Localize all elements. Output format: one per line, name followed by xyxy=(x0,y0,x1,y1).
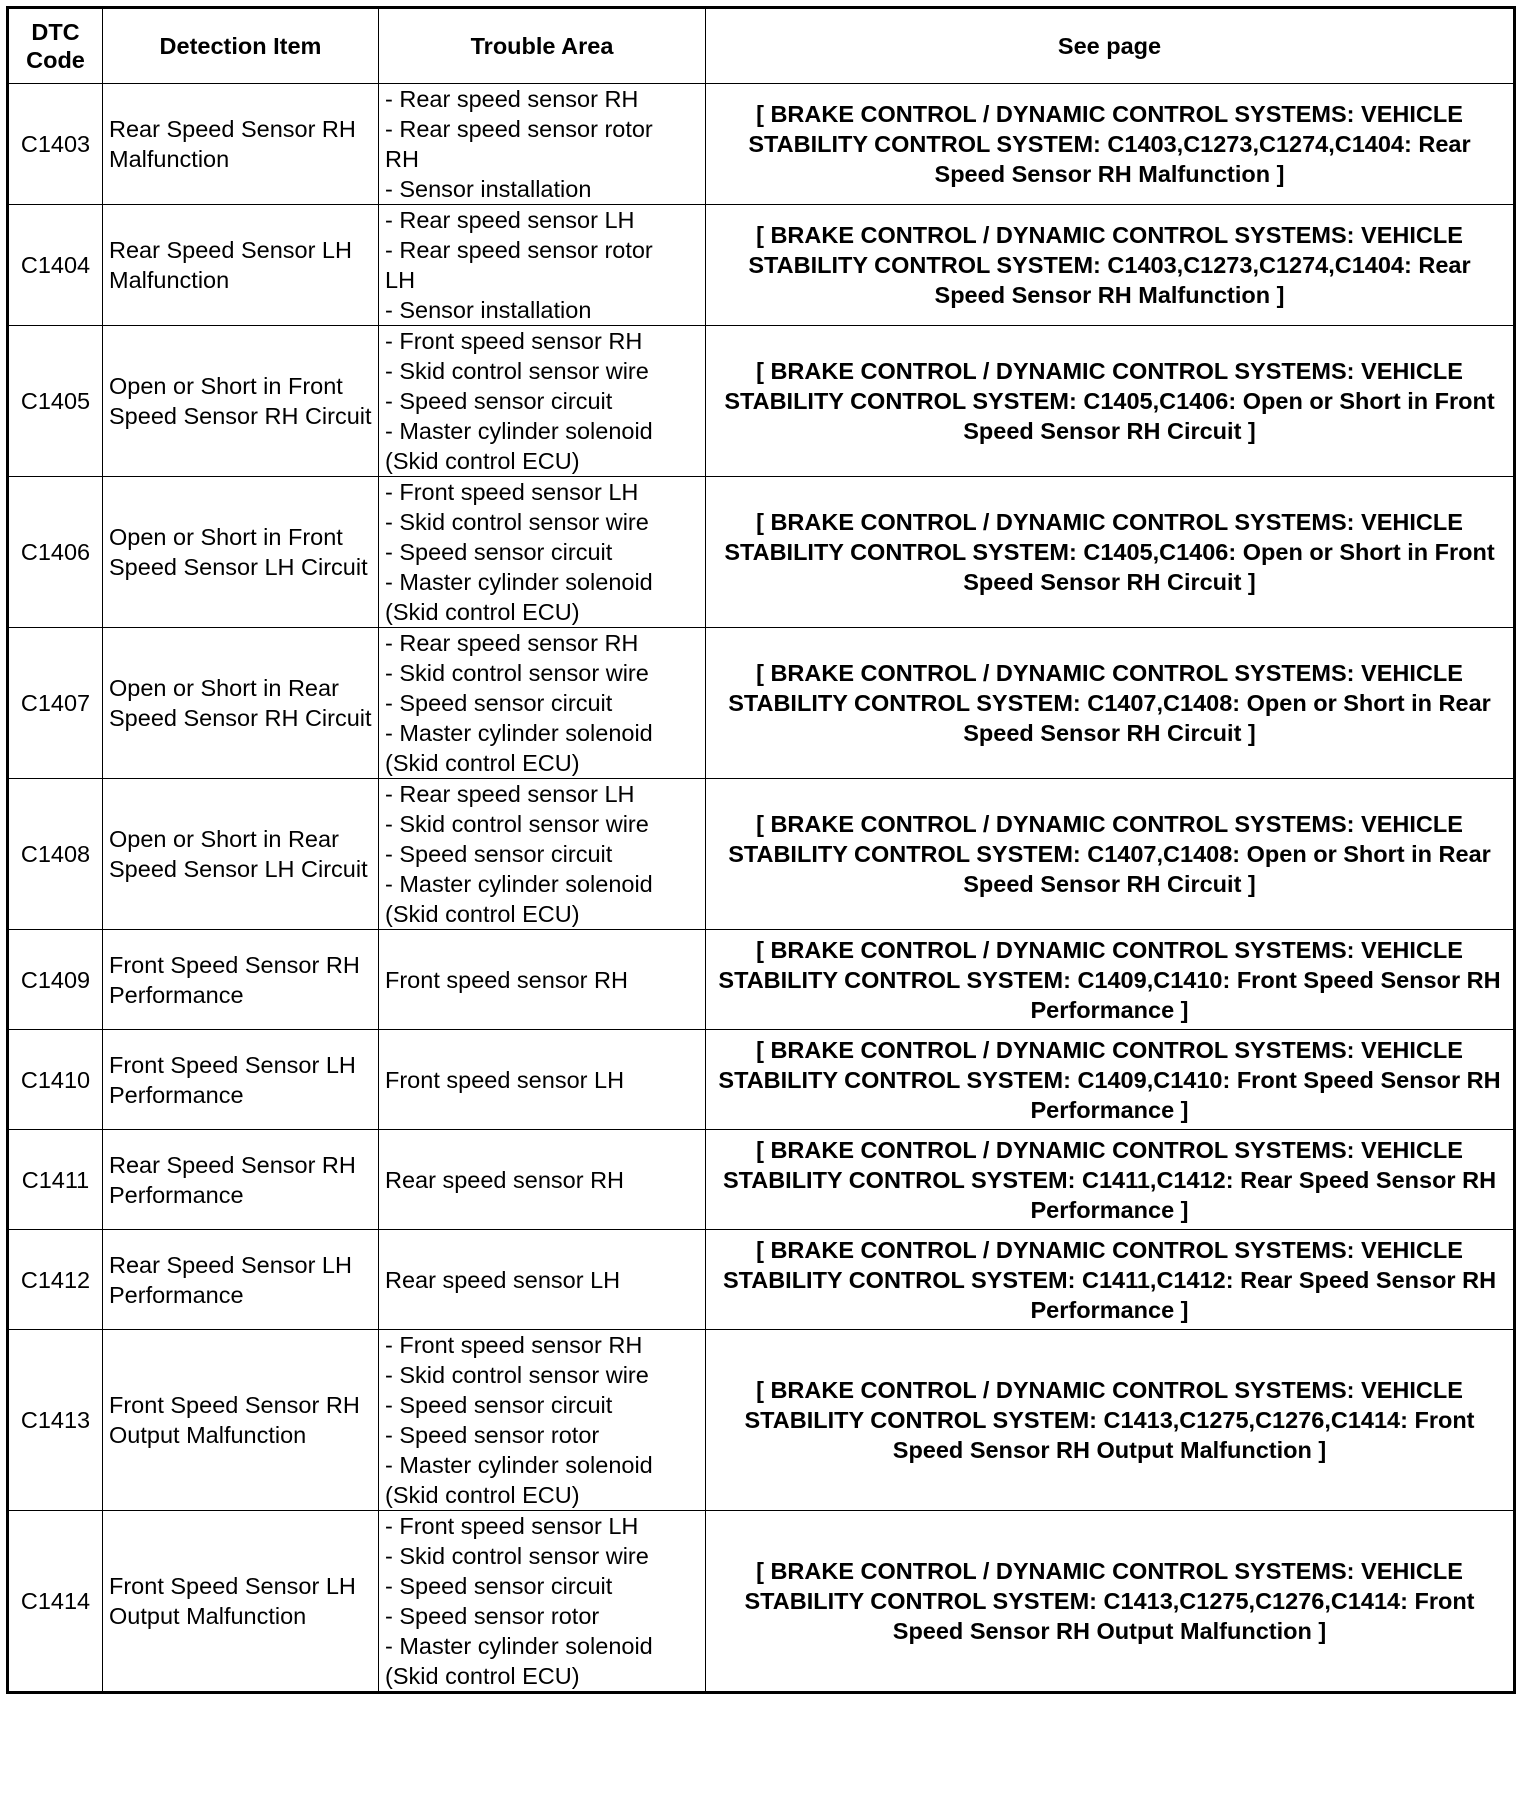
dtc-code-cell: C1410 xyxy=(8,1030,103,1130)
see-page-reference: [ BRAKE CONTROL / DYNAMIC CONTROL SYSTEMS: VEHICLE STABILITY CONTROL SYSTEM: C1409,C1410: Front Speed Sensor RH Performance ] xyxy=(706,930,1515,1030)
table-row xyxy=(8,1030,1515,1130)
trouble-area-line: - Speed sensor rotor xyxy=(385,1422,600,1448)
see-page-reference: [ BRAKE CONTROL / DYNAMIC CONTROL SYSTEMS: VEHICLE STABILITY CONTROL SYSTEM: C1413,C1275,C1276,C1414: Front Speed Sensor RH Output Malfunction ] xyxy=(706,1330,1515,1511)
trouble-area-cell xyxy=(379,930,706,1030)
trouble-area-cell xyxy=(379,477,706,628)
detection-item-cell: Rear Speed Sensor RH Malfunction xyxy=(103,84,379,205)
table-row xyxy=(8,1230,1515,1330)
detection-item-cell: Open or Short in Front Speed Sensor LH Circuit xyxy=(103,477,379,628)
see-page-reference: [ BRAKE CONTROL / DYNAMIC CONTROL SYSTEMS: VEHICLE STABILITY CONTROL SYSTEM: C1413,C1275,C1276,C1414: Front Speed Sensor RH Output Malfunction ] xyxy=(706,1511,1515,1693)
trouble-area-cell xyxy=(379,84,706,205)
trouble-area-cell xyxy=(379,628,706,779)
trouble-area-line: - Rear speed sensor LH xyxy=(385,207,635,233)
trouble-area-line: - Front speed sensor LH xyxy=(385,1513,639,1539)
trouble-area-line: - Front speed sensor LH xyxy=(385,479,639,505)
see-page-reference: [ BRAKE CONTROL / DYNAMIC CONTROL SYSTEMS: VEHICLE STABILITY CONTROL SYSTEM: C1403,C1273,C1274,C1404: Rear Speed Sensor RH Malfunction ] xyxy=(706,84,1515,205)
trouble-area-line: - Skid control sensor wire xyxy=(385,660,649,686)
see-page-reference: [ BRAKE CONTROL / DYNAMIC CONTROL SYSTEMS: VEHICLE STABILITY CONTROL SYSTEM: C1405,C1406: Open or Short in Front Speed Sensor RH Circuit ] xyxy=(706,326,1515,477)
see-page-reference: [ BRAKE CONTROL / DYNAMIC CONTROL SYSTEMS: VEHICLE STABILITY CONTROL SYSTEM: C1405,C1406: Open or Short in Front Speed Sensor RH Circuit ] xyxy=(706,477,1515,628)
trouble-area-line: - Rear speed sensor rotor xyxy=(385,116,653,142)
table-row xyxy=(8,1130,1515,1230)
header-dtc-code: DTC Code xyxy=(8,8,103,84)
trouble-area-line: (Skid control ECU) xyxy=(385,901,580,927)
trouble-area-line: - Master cylinder solenoid xyxy=(385,1452,653,1478)
trouble-area-line: Front speed sensor RH xyxy=(385,966,628,993)
trouble-area-line: Front speed sensor LH xyxy=(385,1066,625,1093)
trouble-area-line: Rear speed sensor LH xyxy=(385,1266,621,1293)
table-row xyxy=(8,326,1515,477)
table-row xyxy=(8,477,1515,628)
table-row xyxy=(8,779,1515,930)
trouble-area-line: LH xyxy=(385,267,416,293)
trouble-area-line: - Skid control sensor wire xyxy=(385,509,649,535)
see-page-reference: [ BRAKE CONTROL / DYNAMIC CONTROL SYSTEMS: VEHICLE STABILITY CONTROL SYSTEM: C1407,C1408: Open or Short in Rear Speed Sensor RH Circuit ] xyxy=(706,628,1515,779)
trouble-area-line: (Skid control ECU) xyxy=(385,1663,580,1689)
trouble-area-line: - Speed sensor circuit xyxy=(385,539,613,565)
dtc-code-cell: C1403 xyxy=(8,84,103,205)
header-row xyxy=(8,8,1515,84)
trouble-area-line: - Rear speed sensor LH xyxy=(385,781,635,807)
trouble-area-cell xyxy=(379,779,706,930)
dtc-code-cell: C1408 xyxy=(8,779,103,930)
detection-item-cell: Open or Short in Rear Speed Sensor RH Circuit xyxy=(103,628,379,779)
dtc-table xyxy=(6,6,1516,1694)
see-page-reference: [ BRAKE CONTROL / DYNAMIC CONTROL SYSTEMS: VEHICLE STABILITY CONTROL SYSTEM: C1403,C1273,C1274,C1404: Rear Speed Sensor RH Malfunction ] xyxy=(706,205,1515,326)
table-row xyxy=(8,1330,1515,1511)
dtc-code-cell: C1413 xyxy=(8,1330,103,1511)
header-trouble-area: Trouble Area xyxy=(379,8,706,84)
dtc-code-cell: C1406 xyxy=(8,477,103,628)
detection-item-cell: Open or Short in Rear Speed Sensor LH Circuit xyxy=(103,779,379,930)
trouble-area-line: - Master cylinder solenoid xyxy=(385,871,653,897)
header-detection-item: Detection Item xyxy=(103,8,379,84)
trouble-area-line: - Skid control sensor wire xyxy=(385,811,649,837)
trouble-area-line: - Rear speed sensor RH xyxy=(385,630,639,656)
trouble-area-line: - Master cylinder solenoid xyxy=(385,569,653,595)
dtc-code-cell: C1407 xyxy=(8,628,103,779)
trouble-area-line: (Skid control ECU) xyxy=(385,599,580,625)
trouble-area-line: (Skid control ECU) xyxy=(385,448,580,474)
trouble-area-line: (Skid control ECU) xyxy=(385,1482,580,1508)
trouble-area-line: - Speed sensor circuit xyxy=(385,1573,613,1599)
trouble-area-cell xyxy=(379,1511,706,1693)
trouble-area-line: - Master cylinder solenoid xyxy=(385,418,653,444)
trouble-area-cell xyxy=(379,1230,706,1330)
detection-item-cell: Front Speed Sensor RH Output Malfunction xyxy=(103,1330,379,1511)
dtc-code-cell: C1405 xyxy=(8,326,103,477)
dtc-code-cell: C1414 xyxy=(8,1511,103,1693)
detection-item-cell: Front Speed Sensor LH Performance xyxy=(103,1030,379,1130)
see-page-reference: [ BRAKE CONTROL / DYNAMIC CONTROL SYSTEMS: VEHICLE STABILITY CONTROL SYSTEM: C1411,C1412: Rear Speed Sensor RH Performance ] xyxy=(706,1130,1515,1230)
trouble-area-line: Rear speed sensor RH xyxy=(385,1166,625,1193)
dtc-code-cell: C1409 xyxy=(8,930,103,1030)
trouble-area-line: - Sensor installation xyxy=(385,176,592,202)
detection-item-cell: Rear Speed Sensor LH Performance xyxy=(103,1230,379,1330)
dtc-code-cell: C1404 xyxy=(8,205,103,326)
trouble-area-line: - Front speed sensor RH xyxy=(385,328,643,354)
trouble-area-line: - Speed sensor circuit xyxy=(385,690,613,716)
trouble-area-cell xyxy=(379,205,706,326)
detection-item-cell: Rear Speed Sensor RH Performance xyxy=(103,1130,379,1230)
detection-item-cell: Front Speed Sensor RH Performance xyxy=(103,930,379,1030)
trouble-area-cell xyxy=(379,1030,706,1130)
see-page-reference: [ BRAKE CONTROL / DYNAMIC CONTROL SYSTEMS: VEHICLE STABILITY CONTROL SYSTEM: C1407,C1408: Open or Short in Rear Speed Sensor RH Circuit ] xyxy=(706,779,1515,930)
trouble-area-line: - Sensor installation xyxy=(385,297,592,323)
trouble-area-line: - Master cylinder solenoid xyxy=(385,1633,653,1659)
trouble-area-line: - Skid control sensor wire xyxy=(385,358,649,384)
table-row xyxy=(8,1511,1515,1693)
trouble-area-line: - Speed sensor circuit xyxy=(385,841,613,867)
trouble-area-cell xyxy=(379,1330,706,1511)
see-page-reference: [ BRAKE CONTROL / DYNAMIC CONTROL SYSTEMS: VEHICLE STABILITY CONTROL SYSTEM: C1411,C1412: Rear Speed Sensor RH Performance ] xyxy=(706,1230,1515,1330)
trouble-area-cell xyxy=(379,1130,706,1230)
table-row xyxy=(8,205,1515,326)
detection-item-cell: Rear Speed Sensor LH Malfunction xyxy=(103,205,379,326)
trouble-area-line: - Speed sensor rotor xyxy=(385,1603,600,1629)
see-page-reference: [ BRAKE CONTROL / DYNAMIC CONTROL SYSTEMS: VEHICLE STABILITY CONTROL SYSTEM: C1409,C1410: Front Speed Sensor RH Performance ] xyxy=(706,1030,1515,1130)
trouble-area-line: - Rear speed sensor rotor xyxy=(385,237,653,263)
trouble-area-line: - Rear speed sensor RH xyxy=(385,86,639,112)
table-row xyxy=(8,628,1515,779)
table-body xyxy=(8,84,1515,1693)
header-see-page: See page xyxy=(706,8,1515,84)
trouble-area-line: (Skid control ECU) xyxy=(385,750,580,776)
detection-item-cell: Front Speed Sensor LH Output Malfunction xyxy=(103,1511,379,1693)
dtc-code-cell: C1412 xyxy=(8,1230,103,1330)
table-row xyxy=(8,930,1515,1030)
trouble-area-line: - Master cylinder solenoid xyxy=(385,720,653,746)
trouble-area-line: - Skid control sensor wire xyxy=(385,1543,649,1569)
trouble-area-line: RH xyxy=(385,146,419,172)
trouble-area-cell xyxy=(379,326,706,477)
table-row xyxy=(8,84,1515,205)
dtc-code-cell: C1411 xyxy=(8,1130,103,1230)
trouble-area-line: - Front speed sensor RH xyxy=(385,1332,643,1358)
trouble-area-line: - Speed sensor circuit xyxy=(385,388,613,414)
trouble-area-line: - Skid control sensor wire xyxy=(385,1362,649,1388)
trouble-area-line: - Speed sensor circuit xyxy=(385,1392,613,1418)
detection-item-cell: Open or Short in Front Speed Sensor RH Circuit xyxy=(103,326,379,477)
